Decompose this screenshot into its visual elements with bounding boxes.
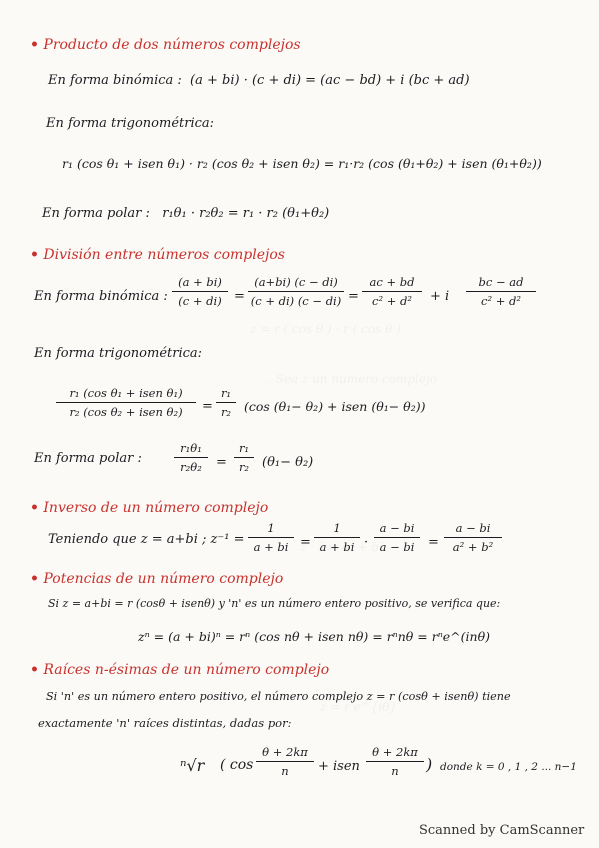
producto-trig-label: En forma trigonométrica:	[46, 116, 215, 131]
div-polar-rest: (θ₁− θ₂)	[262, 455, 314, 470]
raices-donde: donde k = 0 , 1 , 2 ... n−1	[440, 761, 577, 773]
section-inverso-title: • Inverso de un número complejo	[30, 500, 269, 516]
division-binomica-label: En forma binómica :	[34, 289, 168, 304]
producto-binomica-line: En forma binómica : (a + bi) · (c + di) = (ac − bd) + i (bc + ad)	[48, 73, 470, 88]
div-frac-4: bc − ad c² + d²	[466, 275, 536, 308]
div-polar-eq: =	[216, 455, 227, 470]
inv-dot: ·	[364, 535, 369, 550]
raices-cos: ( cos	[220, 757, 254, 773]
section-division-title: • División entre números complejos	[30, 247, 285, 263]
div-trig-rest: (cos (θ₁− θ₂) + isen (θ₁− θ₂))	[244, 399, 426, 414]
raices-close: )	[426, 755, 433, 774]
inv-frac-2: 1 a + bi	[314, 521, 360, 554]
raices-line1: Si 'n' es un número entero positivo, el número complejo z = r (cosθ + isenθ) tiene	[46, 690, 511, 703]
div-polar-frac-2: r₁ r₂	[234, 441, 254, 474]
raices-isen: + isen	[318, 759, 360, 774]
division-trig-label: En forma trigonométrica:	[34, 346, 203, 361]
div-trig-frac-1: r₁ (cos θ₁ + isen θ₁) r₂ (cos θ₂ + isen θ₂)	[56, 386, 196, 419]
potencias-line2: zⁿ = (a + bi)ⁿ = rⁿ (cos nθ + isen nθ) = rⁿnθ = rⁿe^(inθ)	[138, 629, 490, 644]
inv-frac-4: a − bi a² + b²	[444, 521, 502, 554]
inv-eq-1: =	[300, 535, 311, 550]
inverso-lead: Teniendo que z = a+bi ; z⁻¹ =	[48, 532, 245, 547]
raices-root: ⁿ√r	[180, 756, 205, 775]
inv-eq-2: =	[428, 535, 439, 550]
raices-frac-2: θ + 2kπ n	[366, 745, 424, 778]
div-trig-eq: =	[202, 399, 213, 414]
raices-line2: exactamente 'n' raíces distintas, dadas por:	[38, 716, 292, 730]
div-frac-2: (a+bi) (c − di) (c + di) (c − di)	[248, 275, 344, 308]
div-eq-1: =	[234, 289, 245, 304]
section-raices-title: • Raíces n-ésimas de un número complejo	[30, 662, 330, 678]
div-frac-3: ac + bd c² + d²	[362, 275, 422, 308]
section-producto-title: • Producto de dos números complejos	[30, 37, 301, 53]
div-frac-1: (a + bi) (c + di)	[172, 275, 228, 308]
div-polar-frac-1: r₁θ₁ r₂θ₂	[174, 441, 208, 474]
potencias-line1: Si z = a+bi = r (cosθ + isenθ) y 'n' es un número entero positivo, se verifica que:	[48, 597, 501, 610]
div-eq-2: =	[348, 289, 359, 304]
section-potencias-title: • Potencias de un número complejo	[30, 571, 284, 587]
inv-frac-3: a − bi a − bi	[374, 521, 420, 554]
inv-frac-1: 1 a + bi	[248, 521, 294, 554]
producto-trig-eq: r₁ (cos θ₁ + isen θ₁) · r₂ (cos θ₂ + isen θ₂) = r₁·r₂ (cos (θ₁+θ₂) + isen (θ₁+θ₂))	[62, 156, 542, 171]
div-trig-frac-2: r₁ r₂	[216, 386, 236, 419]
scanner-watermark: Scanned by CamScanner	[419, 823, 585, 838]
raices-frac-1: θ + 2kπ n	[256, 745, 314, 778]
producto-polar-line: En forma polar : r₁θ₁ · r₂θ₂ = r₁ · r₂ (θ₁+θ₂)	[42, 206, 330, 221]
div-plus-i: + i	[430, 289, 450, 304]
division-polar-label: En forma polar :	[34, 451, 142, 466]
